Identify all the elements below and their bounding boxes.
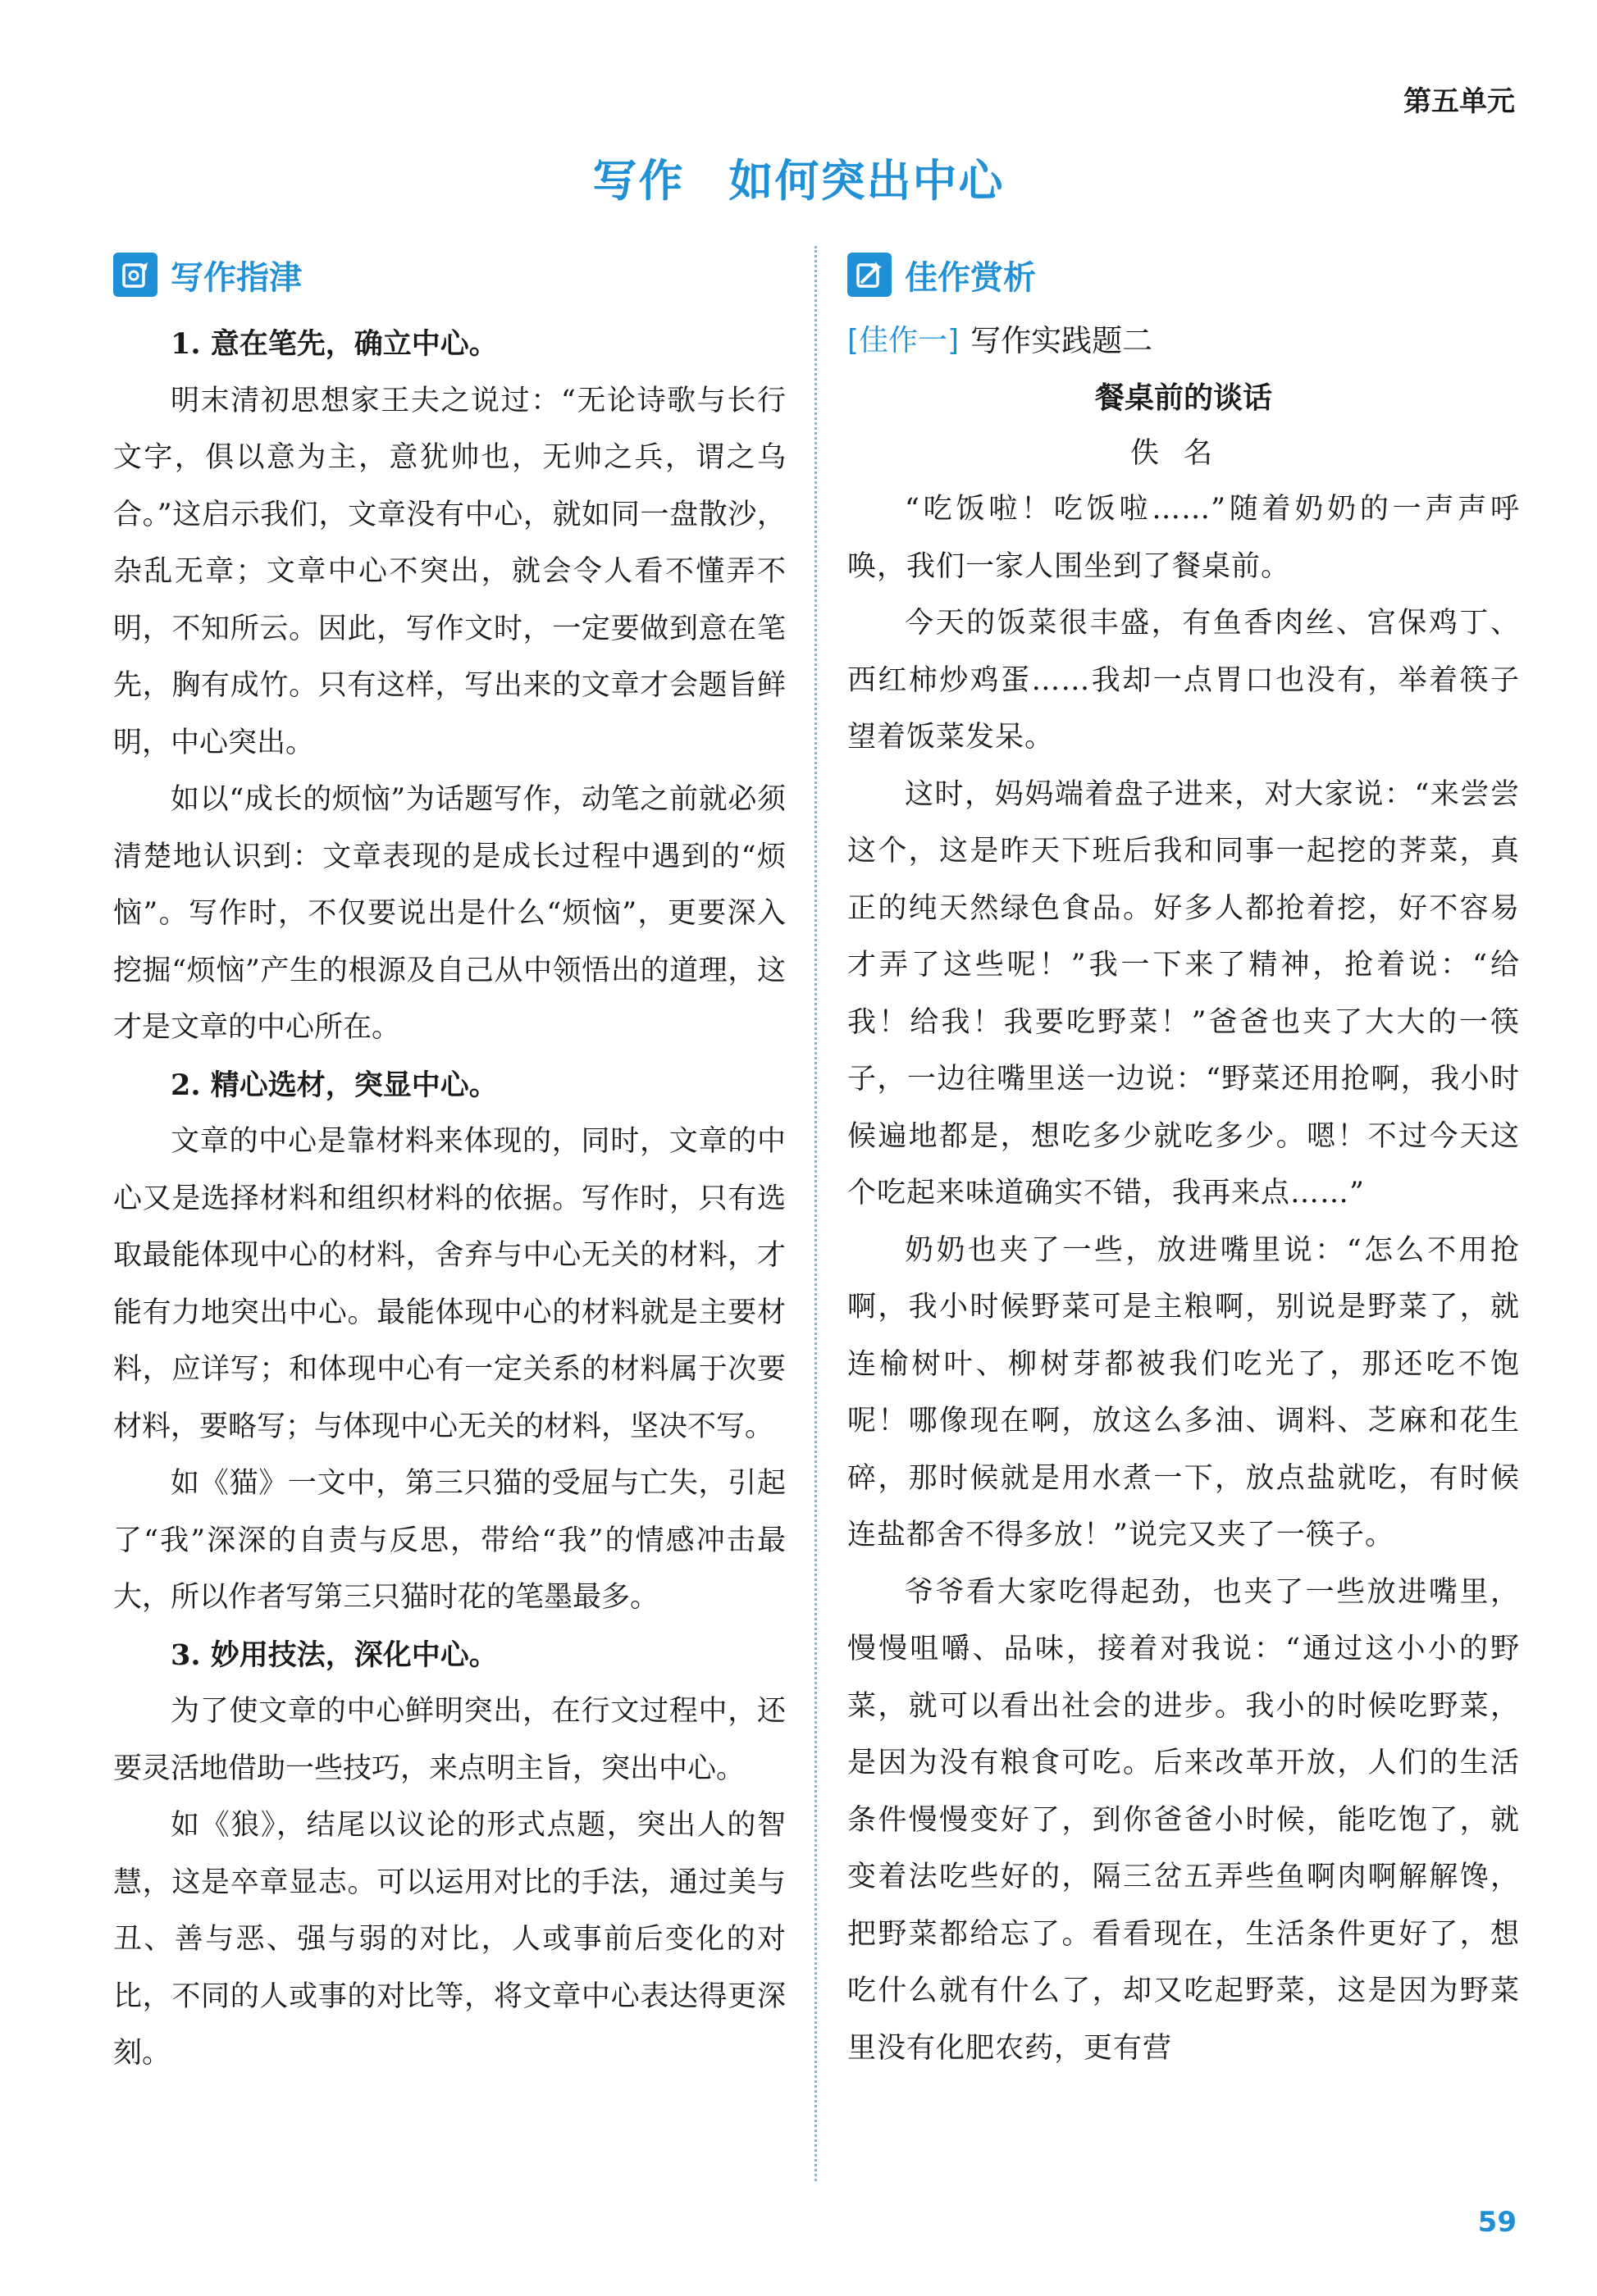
- heading-text: 妙用技法，深化中心。: [210, 1638, 498, 1672]
- essay-paragraph: “吃饭啦！吃饭啦……”随着奶奶的一声声呼唤，我们一家人围坐到了餐桌前。: [847, 493, 1520, 583]
- essay-tag: [佳作一]: [847, 324, 960, 358]
- heading-number: 3.: [171, 1638, 201, 1672]
- right-column: [847, 250, 1520, 2077]
- page-title-part2: 如何突出中心: [728, 154, 1005, 207]
- guide-heading: [113, 1057, 786, 1114]
- section-title: 佳作赏析: [905, 258, 1036, 297]
- pen-star-icon: [847, 253, 892, 297]
- unit-label: 第五单元: [1403, 85, 1515, 118]
- page-title-part1: 写作: [592, 154, 685, 207]
- page-title: [0, 146, 1597, 209]
- guide-paragraph: 如《猫》一文中，第三只猫的受屈与亡失，引起了“我”深深的自责与反思，带给“我”的情感冲击最大，所以作者写第三只猫时花的笔墨最多。: [113, 1467, 786, 1614]
- left-body: [113, 316, 786, 2083]
- essay-title: 餐桌前的谈话: [1094, 381, 1272, 415]
- guide-heading: [113, 316, 786, 373]
- column-divider: [814, 246, 817, 2181]
- essay-paragraph: 爷爷看大家吃得起劲，也夹了一些放进嘴里，慢慢咀嚼、品味，接着对我说：“通过这小小的野菜，就可以看出社会的进步。我小的时候吃野菜，是因为没有粮食可吃。后来改革开放，人们的生活条件慢慢变好了，到你爸爸小时候，能吃饱了，就变着法吃些好的，隔三岔五弄些鱼啊肉啊解解馋，把野菜都给忘了。看看现在，生活条件更好了，想吃什么就有什么了，却又吃起野菜，这是因为野菜里没有化肥农药，更有营: [847, 1575, 1520, 2065]
- guide-paragraph: 文章的中心是靠材料来体现的，同时，文章的中心又是选择材料和组织材料的依据。写作时，只有选取最能体现中心的材料，舍弃与中心无关的材料，才能有力地突出中心。最能体现中心的材料就是主要材料，应详写；和体现中心有一定关系的材料属于次要材料，要略写；与体现中心无关的材料，坚决不写。: [113, 1125, 786, 1443]
- section-header-writing-guide: [113, 250, 786, 299]
- essay-paragraph: 奶奶也夹了一些，放进嘴里说：“怎么不用抢啊，我小时候野菜可是主粮啊，别说是野菜了，就连榆树叶、柳树芽都被我们吃光了，那还吃不饱呢！哪像现在啊，放这么多油、调料、芝麻和花生碎，那时候就是用水煮一下，放点盐就吃，有时候连盐都舍不得多放！”说完又夹了一筷子。: [847, 1233, 1520, 1551]
- left-column: [113, 250, 786, 2083]
- essay-tag-text: 佳作一: [859, 324, 948, 358]
- heading-text: 意在笔先，确立中心。: [210, 327, 498, 361]
- heading-text: 精心选材，突显中心。: [210, 1068, 498, 1102]
- essay-paragraph: 今天的饭菜很丰盛，有鱼香肉丝、宫保鸡丁、西红柿炒鸡蛋……我却一点胃口也没有，举着筷子望着饭菜发呆。: [847, 607, 1520, 754]
- guide-paragraph: 为了使文章的中心鲜明突出，在行文过程中，还要灵活地借助一些技巧，来点明主旨，突出中心。: [113, 1695, 786, 1785]
- essay-paragraph: 这时，妈妈端着盘子进来，对大家说：“来尝尝这个，这是昨天下班后我和同事一起挖的荠菜，真正的纯天然绿色食品。好多人都抢着挖，好不容易才弄了这些呢！”我一下来了精神，抢着说：“给我！给我！我要吃野菜！”爸爸也夹了大大的一筷子，一边往嘴里送一边说：“野菜还用抢啊，我小时候遍地都是，想吃多少就吃多少。嗯！不过今天这个吃起来味道确实不错，我再来点……”: [847, 777, 1520, 1210]
- section-title: 写作指津: [171, 258, 302, 297]
- essay-tag-line: [847, 316, 1520, 367]
- heading-number: 1.: [171, 327, 201, 361]
- essay-author: 佚名: [1129, 437, 1237, 470]
- guide-paragraph: 如《狼》，结尾以议论的形式点题，突出人的智慧，这是卒章显志。可以运用对比的手法，通过美与丑、善与恶、强与弱的对比，人或事前后变化的对比，不同的人或事的对比等，将文章中心表达得更深刻。: [113, 1809, 786, 2070]
- essay-tag-desc: 写作实践题二: [970, 323, 1153, 358]
- right-body: [847, 481, 1520, 2077]
- guide-paragraph: 如以“成长的烦恼”为话题写作，动笔之前就必须清楚地认识到：文章表现的是成长过程中遇到的“烦恼”。写作时，不仅要说出是什么“烦恼”，更要深入挖掘“烦恼”产生的根源及自己从中领悟出的道理，这才是文章的中心所在。: [113, 783, 786, 1044]
- guide-heading: [113, 1627, 786, 1684]
- pen-note-icon: [113, 253, 157, 297]
- section-header-appreciation: [847, 250, 1520, 299]
- guide-paragraph: 明末清初思想家王夫之说过：“无论诗歌与长行文字，俱以意为主，意犹帅也，无帅之兵，谓之乌合。”这启示我们，文章没有中心，就如同一盘散沙，杂乱无章；文章中心不突出，就会令人看不懂弄不明，不知所云。因此，写作文时，一定要做到意在笔先，胸有成竹。只有这样，写出来的文章才会题旨鲜明，中心突出。: [113, 384, 786, 759]
- page-number: 59: [1477, 2206, 1517, 2239]
- heading-number: 2.: [171, 1068, 201, 1102]
